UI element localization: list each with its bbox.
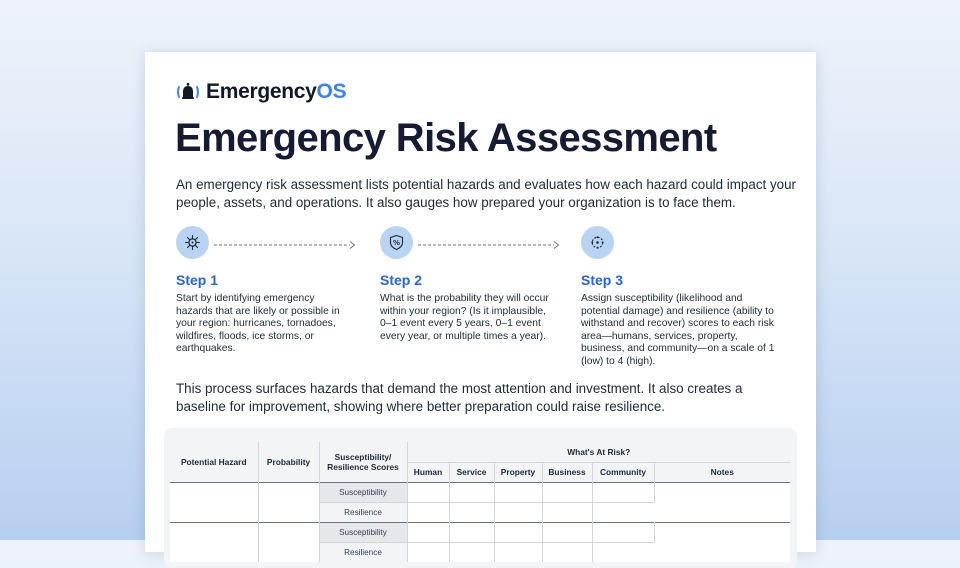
step-connector-arrow: [214, 241, 356, 249]
page-title: Emergency Risk Assessment: [175, 116, 717, 160]
molecule-icon: [589, 234, 606, 251]
step-1-icon-badge: [176, 226, 209, 259]
table-row: [170, 482, 790, 502]
score-cell[interactable]: [592, 482, 654, 502]
col-business: Business: [542, 462, 592, 482]
notes-cell[interactable]: [654, 522, 790, 562]
document-page: [145, 52, 816, 557]
notes-cell[interactable]: [654, 482, 790, 522]
score-cell[interactable]: [449, 522, 494, 542]
brand-name: EmergencyOS: [206, 80, 347, 103]
step-3-title: Step 3: [581, 272, 624, 288]
probability-cell[interactable]: [258, 522, 319, 562]
step-2-icon-badge: [380, 226, 413, 259]
score-cell[interactable]: [449, 482, 494, 502]
score-cell[interactable]: [494, 542, 542, 562]
risk-table-card: [164, 428, 797, 568]
step-1-body: Start by identifying emergency hazards that are likely or possible in your region: hurricanes, tornadoes, wildfires, floods, ice storms, or earthquakes.: [176, 293, 340, 354]
score-cell[interactable]: [542, 542, 592, 562]
col-notes: Notes: [654, 462, 790, 482]
score-cell[interactable]: [494, 482, 542, 502]
col-scores: Susceptibility/ Resilience Scores: [319, 442, 407, 482]
step-3-icon-badge: [581, 226, 614, 259]
step-1: [176, 226, 356, 354]
summary-paragraph: This process surfaces hazards that demand the most attention and investment. It also creates a baseline for improvement, showing where better preparation could raise resilience.: [176, 381, 743, 414]
score-cell[interactable]: [592, 522, 654, 542]
susceptibility-label: Susceptibility: [319, 522, 407, 542]
score-cell[interactable]: [407, 502, 449, 522]
step-connector-arrow: [418, 241, 560, 249]
step-2-body: What is the probability they will occur within your region? (Is it implausible, 0–1 event every 5 years, 0–1 event every year, or multiple times a year).: [380, 293, 549, 342]
score-cell[interactable]: [494, 522, 542, 542]
table-row: [170, 522, 790, 542]
score-cell[interactable]: [592, 542, 654, 562]
brand-logo: [176, 80, 346, 104]
step-2-title: Step 2: [380, 272, 423, 288]
score-cell[interactable]: [494, 502, 542, 522]
alarm-bell-icon: [176, 81, 200, 103]
col-property: Property: [494, 462, 542, 482]
svg-text:%: %: [392, 239, 401, 248]
intro-paragraph: An emergency risk assessment lists potential hazards and evaluates how each hazard could impact your people, assets, and operations. It also gauges how prepared your organization is to face them.: [176, 177, 797, 210]
score-cell[interactable]: [592, 502, 654, 522]
hazard-virus-icon: [184, 234, 201, 251]
col-potential-hazard: Potential Hazard: [170, 442, 258, 482]
probability-cell[interactable]: [258, 482, 319, 522]
percent-shield-icon: [388, 234, 405, 251]
resilience-label: Resilience: [319, 542, 407, 562]
score-cell[interactable]: [542, 502, 592, 522]
resilience-label: Resilience: [319, 502, 407, 522]
step-2: [380, 226, 560, 342]
score-cell[interactable]: [407, 482, 449, 502]
risk-assessment-table: [170, 442, 790, 562]
hazard-cell[interactable]: [170, 522, 258, 562]
score-cell[interactable]: [449, 502, 494, 522]
group-whats-at-risk: What's At Risk?: [567, 446, 631, 457]
score-cell[interactable]: [542, 522, 592, 542]
score-cell[interactable]: [449, 542, 494, 562]
step-3-body: Assign susceptibility (likelihood and potential damage) and resilience (ability to withstand and recover) scores to each risk area—humans, services, property, business, and community—on a scale of 1 (low) to 4 (high).: [581, 293, 775, 367]
score-cell[interactable]: [542, 482, 592, 502]
score-cell[interactable]: [407, 522, 449, 542]
col-probability: Probability: [258, 442, 319, 482]
col-human: Human: [407, 462, 449, 482]
col-community: Community: [592, 462, 654, 482]
hazard-cell[interactable]: [170, 482, 258, 522]
step-1-title: Step 1: [176, 272, 219, 288]
susceptibility-label: Susceptibility: [319, 482, 407, 502]
col-service: Service: [449, 462, 494, 482]
score-cell[interactable]: [407, 542, 449, 562]
step-3: [581, 226, 781, 367]
